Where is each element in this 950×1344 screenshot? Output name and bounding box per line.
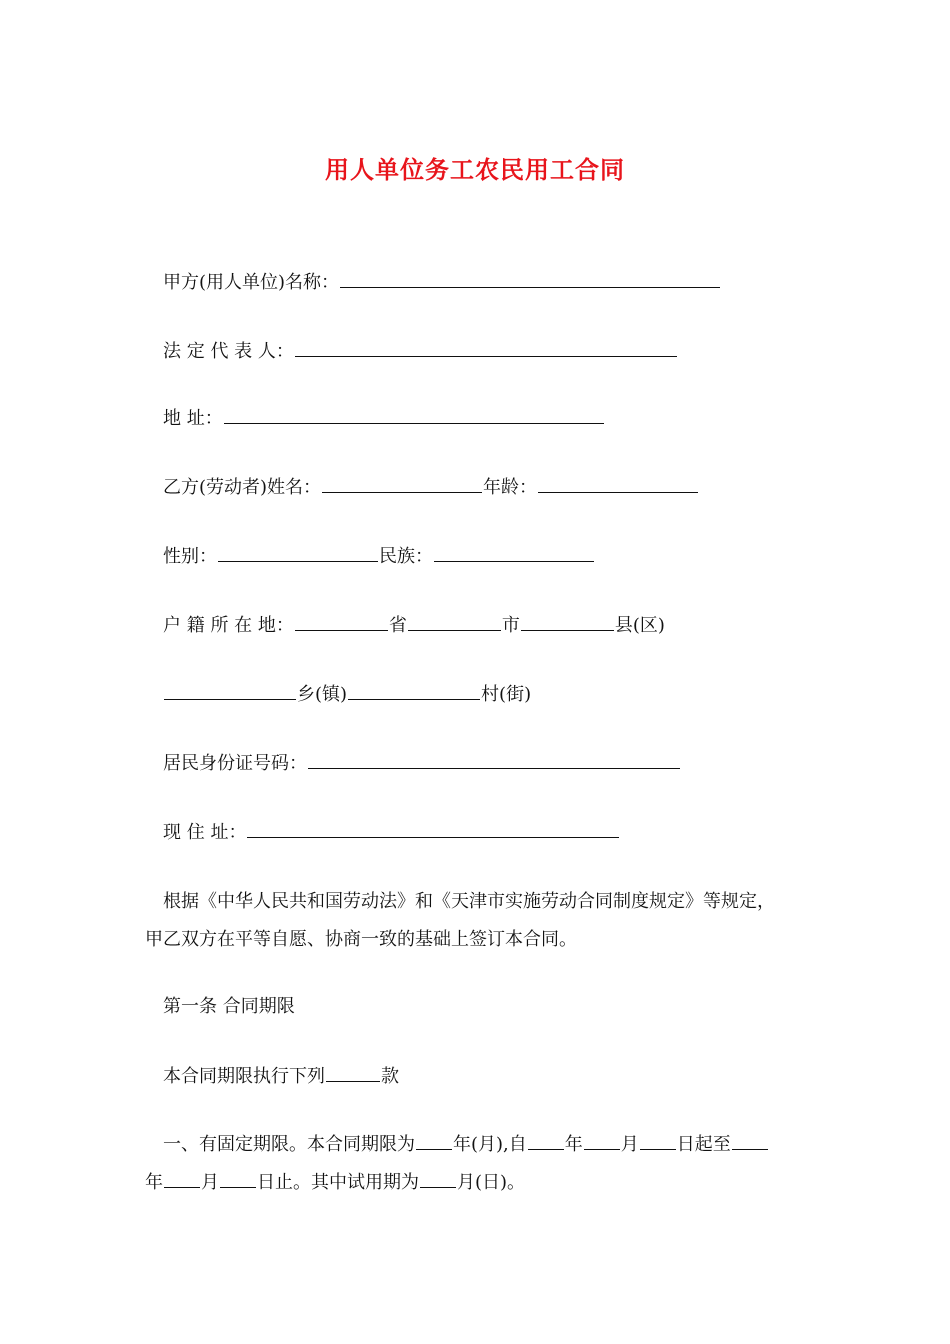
clause-1-g: 月 <box>201 1172 219 1193</box>
age-label: 年龄： <box>483 477 538 498</box>
article-1-text <box>163 1065 399 1089</box>
clause-1-e: 日起至 <box>676 1134 731 1155</box>
clause-1-d: 月 <box>620 1134 639 1155</box>
clause-1-paragraph <box>145 1126 810 1202</box>
article-1-text-a: 本合同期限执行下列 <box>163 1066 325 1087</box>
village-blank[interactable] <box>348 683 480 700</box>
province-label: 省 <box>388 615 407 636</box>
article-1-title: 第一条 合同期限 <box>163 996 295 1017</box>
clause-1-line-2 <box>145 1164 810 1202</box>
clause-1-b: 年(月),自 <box>453 1134 527 1155</box>
township-row <box>163 683 531 707</box>
id-number-row <box>163 752 681 776</box>
end-day-blank[interactable] <box>220 1171 256 1188</box>
legal-rep-label: 法 定 代 表 人： <box>163 341 294 362</box>
employer-name-label: 甲方(用人单位)名称： <box>163 272 340 293</box>
current-address-blank[interactable] <box>247 821 619 838</box>
gender-label: 性别： <box>163 546 217 567</box>
document-title: 用人单位务工农民用工合同 <box>325 155 625 184</box>
township-blank[interactable] <box>164 683 296 700</box>
city-label: 市 <box>501 615 520 636</box>
employer-name-blank[interactable] <box>340 271 720 288</box>
start-year-blank[interactable] <box>528 1133 564 1150</box>
article-1-text-b: 款 <box>381 1066 399 1087</box>
city-blank[interactable] <box>408 614 501 631</box>
clause-number-blank[interactable] <box>326 1065 380 1082</box>
gender-row <box>163 545 595 569</box>
clause-1-c: 年 <box>564 1134 583 1155</box>
county-blank[interactable] <box>521 614 614 631</box>
term-blank[interactable] <box>416 1133 452 1150</box>
current-address-label: 现 住 址： <box>163 822 247 843</box>
county-label: 县(区) <box>614 615 665 636</box>
id-number-label: 居民身份证号码： <box>163 753 307 774</box>
ethnicity-blank[interactable] <box>434 545 594 562</box>
household-label: 户 籍 所 在 地： <box>163 615 294 636</box>
employer-name-row <box>163 271 721 295</box>
intro-line-1: 根据《中华人民共和国劳动法》和《天津市实施劳动合同制度规定》等规定， <box>163 891 775 912</box>
id-number-blank[interactable] <box>308 752 680 769</box>
probation-blank[interactable] <box>420 1171 456 1188</box>
clause-1-line-1 <box>145 1126 810 1164</box>
clause-1-h: 日止。其中试用期为 <box>257 1172 419 1193</box>
household-row <box>163 614 665 638</box>
intro-line-2: 甲乙双方在平等自愿、协商一致的基础上签订本合同。 <box>145 929 577 950</box>
address-blank[interactable] <box>224 407 604 424</box>
worker-name-blank[interactable] <box>322 476 482 493</box>
legal-rep-row <box>163 340 678 364</box>
address-label: 地 址： <box>163 408 223 429</box>
end-year-blank-a[interactable] <box>732 1133 768 1150</box>
worker-name-label: 乙方(劳动者)姓名： <box>163 477 322 498</box>
province-blank[interactable] <box>295 614 388 631</box>
worker-name-row <box>163 476 699 500</box>
current-address-row <box>163 821 620 845</box>
age-blank[interactable] <box>538 476 698 493</box>
start-day-blank[interactable] <box>640 1133 676 1150</box>
start-month-blank[interactable] <box>584 1133 620 1150</box>
gender-blank[interactable] <box>218 545 378 562</box>
ethnicity-label: 民族： <box>379 546 433 567</box>
clause-1-a: 一、有固定期限。本合同期限为 <box>163 1134 415 1155</box>
end-month-blank[interactable] <box>164 1171 200 1188</box>
legal-rep-blank[interactable] <box>295 340 677 357</box>
intro-paragraph <box>145 883 810 959</box>
clause-1-f: 年 <box>145 1172 163 1193</box>
township-label: 乡(镇) <box>297 684 348 705</box>
address-row <box>163 407 605 431</box>
clause-1-i: 月(日)。 <box>457 1172 526 1193</box>
village-label: 村(街) <box>481 684 532 705</box>
